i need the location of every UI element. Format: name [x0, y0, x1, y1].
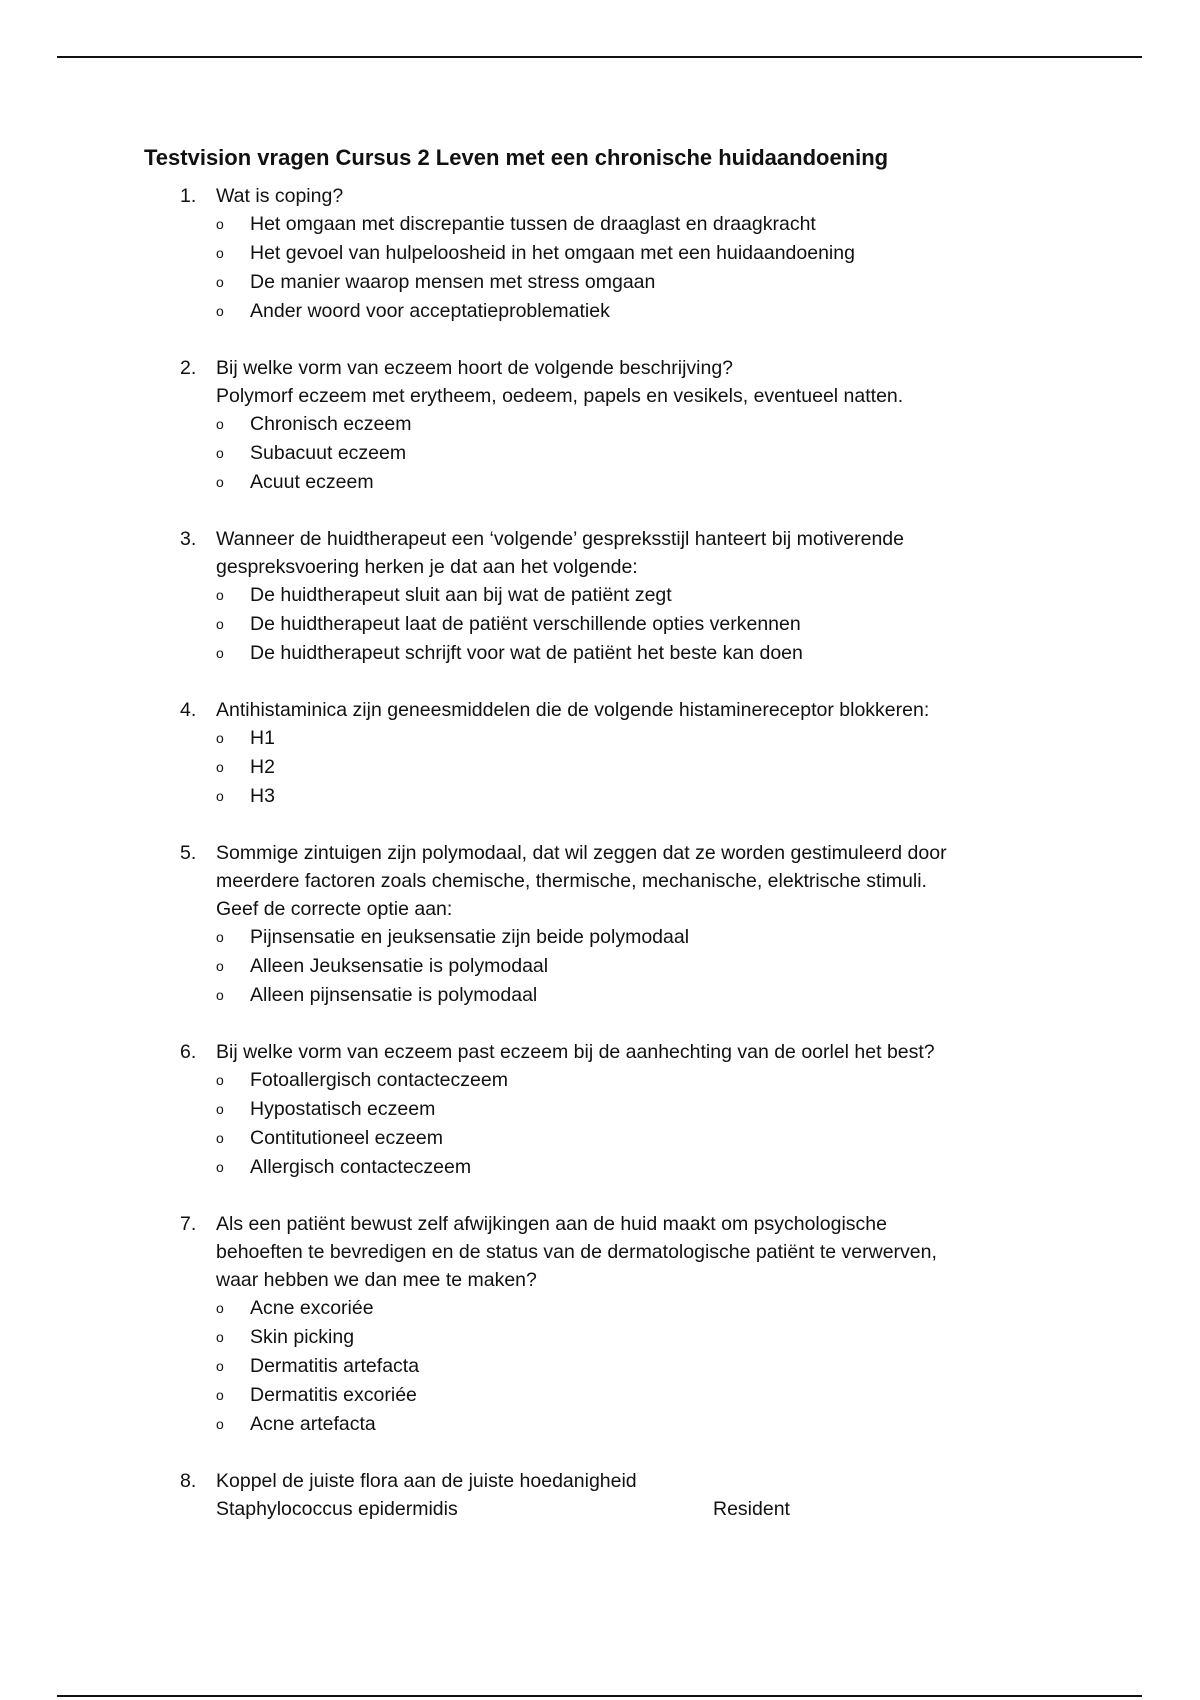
answer-option-label: De manier waarop mensen met stress omgaan — [250, 271, 656, 293]
answer-option — [216, 639, 1104, 668]
answer-option — [216, 1124, 1104, 1153]
answer-option-label: Ander woord voor acceptatieproblematiek — [250, 300, 610, 322]
question-5 — [144, 839, 1104, 1010]
answer-option-label: Contitutioneel eczeem — [250, 1127, 443, 1149]
answer-option-label: H1 — [250, 727, 275, 749]
answer-option-label: Alleen Jeuksensatie is polymodaal — [250, 955, 549, 977]
question-list — [144, 182, 1104, 1523]
circle-bullet-icon: o — [216, 788, 224, 804]
circle-bullet-icon: o — [216, 587, 224, 603]
answer-option-label: H2 — [250, 756, 275, 778]
answer-option-label: Skin picking — [250, 1326, 355, 1348]
answer-option-label: Acne artefacta — [250, 1413, 376, 1435]
answer-option — [216, 468, 1104, 497]
question-number: 6. — [180, 1041, 197, 1063]
answer-option — [216, 439, 1104, 468]
circle-bullet-icon: o — [216, 474, 224, 490]
bottom-rule — [57, 1695, 1142, 1697]
question-text: Als een patiënt bewust zelf afwijkingen aan de huid maakt om psychologische — [216, 1213, 887, 1235]
answer-option — [216, 410, 1104, 439]
answer-option — [216, 210, 1104, 239]
answer-option — [216, 1323, 1104, 1352]
circle-bullet-icon: o — [216, 416, 224, 432]
circle-bullet-icon: o — [216, 730, 224, 746]
circle-bullet-icon: o — [216, 616, 224, 632]
answer-option — [216, 1294, 1104, 1323]
answer-option — [216, 753, 1104, 782]
answer-option — [216, 268, 1104, 297]
answer-option — [216, 782, 1104, 811]
question-8 — [144, 1467, 1104, 1523]
circle-bullet-icon: o — [216, 987, 224, 1003]
answer-option — [216, 923, 1104, 952]
answer-option-label: Fotoallergisch contacteczeem — [250, 1069, 508, 1091]
question-number: 2. — [180, 357, 197, 379]
circle-bullet-icon: o — [216, 1300, 224, 1316]
question-1 — [144, 182, 1104, 326]
question-2 — [144, 354, 1104, 497]
question-number: 1. — [180, 185, 197, 207]
answer-option — [216, 1153, 1104, 1182]
top-rule — [57, 56, 1142, 58]
answer-option — [216, 581, 1104, 610]
answer-option — [216, 1410, 1104, 1439]
answer-option — [216, 1095, 1104, 1124]
question-4 — [144, 696, 1104, 811]
answer-option — [216, 1352, 1104, 1381]
answer-option-label: Pijnsensatie en jeuksensatie zijn beide polymodaal — [250, 926, 690, 948]
document-title: Testvision vragen Cursus 2 Leven met een chronische huidaandoening — [144, 145, 889, 170]
question-number: 5. — [180, 842, 197, 864]
question-text: Geef de correcte optie aan: — [216, 898, 453, 920]
circle-bullet-icon: o — [216, 1130, 224, 1146]
question-text: Wat is coping? — [216, 185, 344, 207]
circle-bullet-icon: o — [216, 1101, 224, 1117]
answer-option — [216, 981, 1104, 1010]
answer-option-label: Het omgaan met discrepantie tussen de draaglast en draagkracht — [250, 213, 816, 235]
circle-bullet-icon: o — [216, 1329, 224, 1345]
answer-option-label: Acne excoriée — [250, 1297, 374, 1319]
answer-option-label: Dermatitis excoriée — [250, 1384, 417, 1406]
question-number: 4. — [180, 699, 197, 721]
question-text: Wanneer de huidtherapeut een ‘volgende’ gespreksstijl hanteert bij motiverende — [216, 528, 904, 550]
question-text: Bij welke vorm van eczeem past eczeem bij de aanhechting van de oorlel het best? — [216, 1041, 935, 1063]
answer-option-label: Dermatitis artefacta — [250, 1355, 420, 1377]
matching-pair — [216, 1495, 1104, 1523]
question-text: meerdere factoren zoals chemische, thermische, mechanische, elektrische stimuli. — [216, 870, 927, 892]
question-number: 3. — [180, 528, 197, 550]
circle-bullet-icon: o — [216, 445, 224, 461]
answer-option-label: Alleen pijnsensatie is polymodaal — [250, 984, 538, 1006]
circle-bullet-icon: o — [216, 216, 224, 232]
question-text: Antihistaminica zijn geneesmiddelen die de volgende histaminereceptor blokkeren: — [216, 699, 930, 721]
answer-option-label: Hypostatisch eczeem — [250, 1098, 436, 1120]
circle-bullet-icon: o — [216, 929, 224, 945]
answer-option-label: H3 — [250, 785, 275, 807]
answer-option-label: Chronisch eczeem — [250, 413, 412, 435]
matching-category: Resident — [713, 1498, 790, 1520]
answer-option — [216, 952, 1104, 981]
answer-option-label: Acuut eczeem — [250, 471, 374, 493]
answer-option — [216, 610, 1104, 639]
circle-bullet-icon: o — [216, 1387, 224, 1403]
circle-bullet-icon: o — [216, 1072, 224, 1088]
circle-bullet-icon: o — [216, 1358, 224, 1374]
question-text: behoeften te bevredigen en de status van de dermatologische patiënt te verwerven, — [216, 1241, 937, 1263]
question-number: 7. — [180, 1213, 197, 1235]
question-text: waar hebben we dan mee te maken? — [216, 1269, 537, 1291]
answer-option — [216, 1066, 1104, 1095]
question-3 — [144, 525, 1104, 668]
question-text: Sommige zintuigen zijn polymodaal, dat wil zeggen dat ze worden gestimuleerd door — [216, 842, 947, 864]
answer-option — [216, 297, 1104, 326]
circle-bullet-icon: o — [216, 958, 224, 974]
matching-item: Staphylococcus epidermidis — [216, 1498, 458, 1520]
question-number: 8. — [180, 1470, 197, 1492]
circle-bullet-icon: o — [216, 303, 224, 319]
circle-bullet-icon: o — [216, 1159, 224, 1175]
answer-option — [216, 239, 1104, 268]
question-6 — [144, 1038, 1104, 1182]
answer-option — [216, 724, 1104, 753]
question-text: Polymorf eczeem met erytheem, oedeem, papels en vesikels, eventueel natten. — [216, 385, 904, 407]
answer-option-label: Subacuut eczeem — [250, 442, 407, 464]
question-text: Koppel de juiste flora aan de juiste hoedanigheid — [216, 1470, 637, 1492]
question-7 — [144, 1210, 1104, 1439]
answer-option-label: Het gevoel van hulpeloosheid in het omgaan met een huidaandoening — [250, 242, 855, 264]
circle-bullet-icon: o — [216, 759, 224, 775]
answer-option-label: Allergisch contacteczeem — [250, 1156, 472, 1178]
answer-option-label: De huidtherapeut schrijft voor wat de patiënt het beste kan doen — [250, 642, 803, 664]
answer-option-label: De huidtherapeut laat de patiënt verschillende opties verkennen — [250, 613, 801, 635]
answer-option — [216, 1381, 1104, 1410]
question-text: Bij welke vorm van eczeem hoort de volgende beschrijving? — [216, 357, 734, 379]
circle-bullet-icon: o — [216, 274, 224, 290]
document-body — [144, 138, 1104, 1551]
circle-bullet-icon: o — [216, 245, 224, 261]
circle-bullet-icon: o — [216, 645, 224, 661]
circle-bullet-icon: o — [216, 1416, 224, 1432]
question-text: gespreksvoering herken je dat aan het volgende: — [216, 556, 638, 578]
answer-option-label: De huidtherapeut sluit aan bij wat de patiënt zegt — [250, 584, 672, 606]
